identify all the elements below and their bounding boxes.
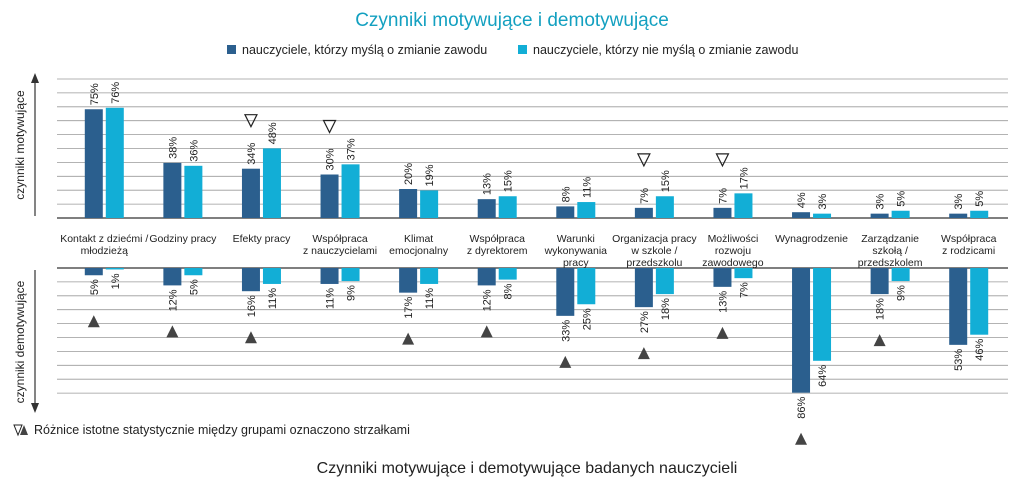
value-label-motivating-s1-8: 7%	[717, 187, 730, 204]
bar-demotivating-s1-2	[242, 268, 260, 291]
value-label-demotivating-s2-6: 25%	[581, 308, 594, 331]
value-label-motivating-s2-5: 15%	[502, 170, 515, 193]
value-label-demotivating-s1-6: 33%	[560, 319, 573, 342]
axis-arrow-upper	[31, 73, 39, 216]
bar-motivating-s2-11	[970, 211, 988, 218]
legend-swatch-series-2	[518, 45, 527, 54]
value-label-demotivating-s2-4: 11%	[424, 287, 437, 310]
category-label-6: Warunki	[556, 233, 595, 245]
bar-demotivating-s2-10	[892, 268, 910, 281]
bar-motivating-s2-4	[420, 190, 438, 218]
significance-note	[14, 423, 410, 437]
value-label-motivating-s1-2: 34%	[245, 142, 258, 165]
category-label-7: Organizacja pracy	[612, 233, 697, 245]
value-label-motivating-s1-3: 30%	[324, 148, 337, 171]
bar-motivating-s2-10	[892, 211, 910, 218]
bar-motivating-s1-10	[871, 214, 889, 218]
bar-demotivating-s1-6	[556, 268, 574, 316]
value-label-demotivating-s1-3: 11%	[324, 287, 337, 310]
value-label-motivating-s1-5: 13%	[481, 173, 494, 196]
bar-demotivating-s2-9	[813, 268, 831, 361]
significance-filled-triangle-icon-4	[402, 333, 414, 345]
value-label-demotivating-s1-8: 13%	[717, 290, 730, 313]
category-label-5: z dyrektorem	[466, 245, 528, 257]
value-label-demotivating-s1-10: 18%	[874, 298, 887, 321]
category-label-8: Możliwości	[707, 233, 759, 245]
significance-filled-triangle-icon-0	[88, 315, 100, 327]
category-label-10: Zarządzanie	[861, 233, 920, 245]
bar-motivating-s2-3	[342, 164, 360, 218]
significance-filled-triangle-icon-7	[638, 347, 650, 359]
bars	[85, 82, 988, 419]
value-label-demotivating-s2-9: 64%	[817, 364, 830, 387]
bar-demotivating-s1-4	[399, 268, 417, 293]
bar-demotivating-s2-2	[263, 268, 281, 284]
bar-demotivating-s1-1	[163, 268, 181, 285]
category-labels	[60, 233, 996, 269]
value-label-motivating-s2-2: 48%	[266, 122, 279, 145]
upper-axis-label: czynniki motywujące	[13, 90, 27, 200]
bar-demotivating-s1-8	[713, 268, 731, 287]
bar-demotivating-s2-6	[577, 268, 595, 304]
value-label-motivating-s1-11: 3%	[953, 193, 966, 210]
value-label-demotivating-s2-8: 7%	[738, 282, 751, 299]
bar-motivating-s2-6	[577, 202, 595, 218]
value-label-demotivating-s1-5: 12%	[481, 289, 494, 312]
legend-label-series-1: nauczyciele, którzy myślą o zmianie zawodu	[242, 43, 488, 57]
bar-motivating-s2-0	[106, 108, 124, 218]
significance-outline-triangle-icon-8	[716, 154, 728, 166]
value-label-motivating-s1-7: 7%	[638, 187, 651, 204]
value-label-demotivating-s1-0: 5%	[88, 279, 101, 296]
category-label-7: w szkole /	[631, 245, 678, 257]
value-label-motivating-s2-4: 19%	[424, 164, 437, 187]
bar-demotivating-s1-11	[949, 268, 967, 345]
value-label-demotivating-s1-9: 86%	[796, 396, 809, 419]
axis-arrow-lower	[31, 270, 39, 413]
category-label-6: wykonywania	[544, 245, 608, 257]
bar-motivating-s2-2	[263, 148, 281, 218]
significance-filled-triangle-icon-10	[874, 334, 886, 346]
bar-motivating-s1-2	[242, 169, 260, 218]
bar-demotivating-s1-0	[85, 268, 103, 275]
category-label-1: Godziny pracy	[149, 233, 217, 245]
value-label-demotivating-s2-1: 5%	[188, 279, 201, 296]
bar-motivating-s2-1	[184, 166, 202, 218]
bar-motivating-s2-9	[813, 214, 831, 218]
significance-filled-triangle-icon-9	[795, 433, 807, 445]
bar-demotivating-s2-11	[970, 268, 988, 335]
category-label-5: Współpraca	[469, 233, 525, 245]
bar-demotivating-s2-4	[420, 268, 438, 284]
bar-motivating-s1-5	[478, 199, 496, 218]
value-label-demotivating-s2-7: 18%	[659, 298, 672, 321]
category-label-0: młodzieżą	[80, 245, 128, 257]
value-label-motivating-s2-9: 3%	[817, 193, 830, 210]
bar-demotivating-s1-5	[478, 268, 496, 285]
value-label-motivating-s2-6: 11%	[581, 176, 594, 199]
value-label-motivating-s1-6: 8%	[560, 186, 573, 203]
category-label-8: zawodowego	[702, 257, 764, 269]
bar-motivating-s1-7	[635, 208, 653, 218]
value-label-motivating-s2-3: 37%	[345, 138, 358, 161]
bar-motivating-s1-11	[949, 214, 967, 218]
chart-title: Czynniki motywujące i demotywujące	[355, 10, 669, 31]
note-text: Różnice istotne statystycznie między grupami oznaczono strzałkami	[34, 423, 410, 437]
bar-motivating-s2-5	[499, 196, 517, 218]
bar-demotivating-s1-9	[792, 268, 810, 393]
value-label-demotivating-s2-11: 46%	[974, 338, 987, 361]
value-label-motivating-s2-0: 76%	[109, 81, 122, 104]
category-label-11: Współpraca	[940, 233, 997, 245]
bar-demotivating-s2-3	[342, 268, 360, 281]
bar-motivating-s1-0	[85, 109, 103, 218]
value-label-motivating-s2-7: 15%	[659, 170, 672, 193]
value-label-demotivating-s1-11: 53%	[953, 348, 966, 371]
value-label-motivating-s1-0: 75%	[88, 83, 101, 106]
value-label-motivating-s1-4: 20%	[403, 162, 416, 185]
category-label-8: rozwoju	[714, 245, 752, 257]
bar-motivating-s1-4	[399, 189, 417, 218]
value-label-demotivating-s2-10: 9%	[895, 285, 908, 301]
value-label-motivating-s1-9: 4%	[796, 192, 809, 209]
category-label-11: z rodzicami	[942, 245, 996, 257]
category-label-7: przedszkolu	[626, 257, 683, 269]
category-label-0: Kontakt z dziećmi /	[60, 233, 149, 245]
value-label-demotivating-s2-0: 1%	[109, 273, 122, 290]
significance-outline-triangle-icon-3	[324, 121, 336, 133]
legend-swatch-series-1	[227, 45, 236, 54]
bar-motivating-s1-1	[163, 163, 181, 218]
value-label-demotivating-s2-5: 8%	[502, 283, 515, 300]
category-label-3: z nauczycielami	[302, 245, 378, 257]
bar-motivating-s2-8	[734, 193, 752, 218]
value-label-demotivating-s1-2: 16%	[245, 295, 258, 318]
value-label-motivating-s2-1: 36%	[188, 139, 201, 162]
value-label-demotivating-s2-3: 9%	[345, 285, 358, 301]
lower-axis-label: czynniki demotywujące	[13, 280, 27, 404]
bar-demotivating-s1-3	[321, 268, 339, 284]
significance-outline-triangle-icon-7	[638, 154, 650, 166]
value-label-demotivating-s1-7: 27%	[638, 311, 651, 334]
bar-demotivating-s2-1	[184, 268, 202, 275]
bar-motivating-s1-3	[321, 175, 339, 219]
category-label-2: Efekty pracy	[232, 233, 291, 245]
bar-motivating-s2-7	[656, 196, 674, 218]
bar-demotivating-s2-8	[734, 268, 752, 278]
category-label-10: przedszkolem	[857, 257, 923, 269]
value-label-motivating-s2-10: 5%	[895, 190, 908, 207]
legend-label-series-2: nauczyciele, którzy nie myślą o zmianie zawodu	[533, 43, 799, 57]
bar-demotivating-s2-5	[499, 268, 517, 280]
bar-motivating-s1-6	[556, 206, 574, 218]
value-label-motivating-s2-11: 5%	[974, 190, 987, 207]
value-label-demotivating-s1-1: 12%	[167, 289, 180, 312]
value-label-demotivating-s2-2: 11%	[266, 287, 279, 310]
significance-filled-triangle-icon-1	[166, 325, 178, 337]
bar-demotivating-s2-0	[106, 268, 124, 269]
bar-motivating-s1-9	[792, 212, 810, 218]
figure-caption: Czynniki motywujące i demotywujące badanych nauczycieli	[316, 460, 738, 477]
bar-demotivating-s1-10	[871, 268, 889, 294]
bar-motivating-s1-8	[713, 208, 731, 218]
category-label-4: emocjonalny	[389, 245, 449, 257]
bar-demotivating-s1-7	[635, 268, 653, 307]
value-label-motivating-s1-1: 38%	[167, 136, 180, 159]
significance-filled-triangle-icon-5	[481, 325, 493, 337]
significance-filled-triangle-icon-6	[559, 356, 571, 368]
category-label-6: pracy	[562, 257, 589, 269]
bar-demotivating-s2-7	[656, 268, 674, 294]
significance-filled-triangle-icon-8	[716, 327, 728, 339]
value-label-motivating-s2-8: 17%	[738, 167, 751, 190]
value-label-demotivating-s1-4: 17%	[403, 296, 416, 319]
legend	[227, 43, 798, 57]
category-label-9: Wynagrodzenie	[775, 233, 848, 245]
category-label-10: szkołą /	[872, 245, 908, 257]
category-label-4: Klimat	[404, 233, 434, 245]
value-label-motivating-s1-10: 3%	[874, 193, 887, 210]
category-label-3: Współpraca	[312, 233, 368, 245]
